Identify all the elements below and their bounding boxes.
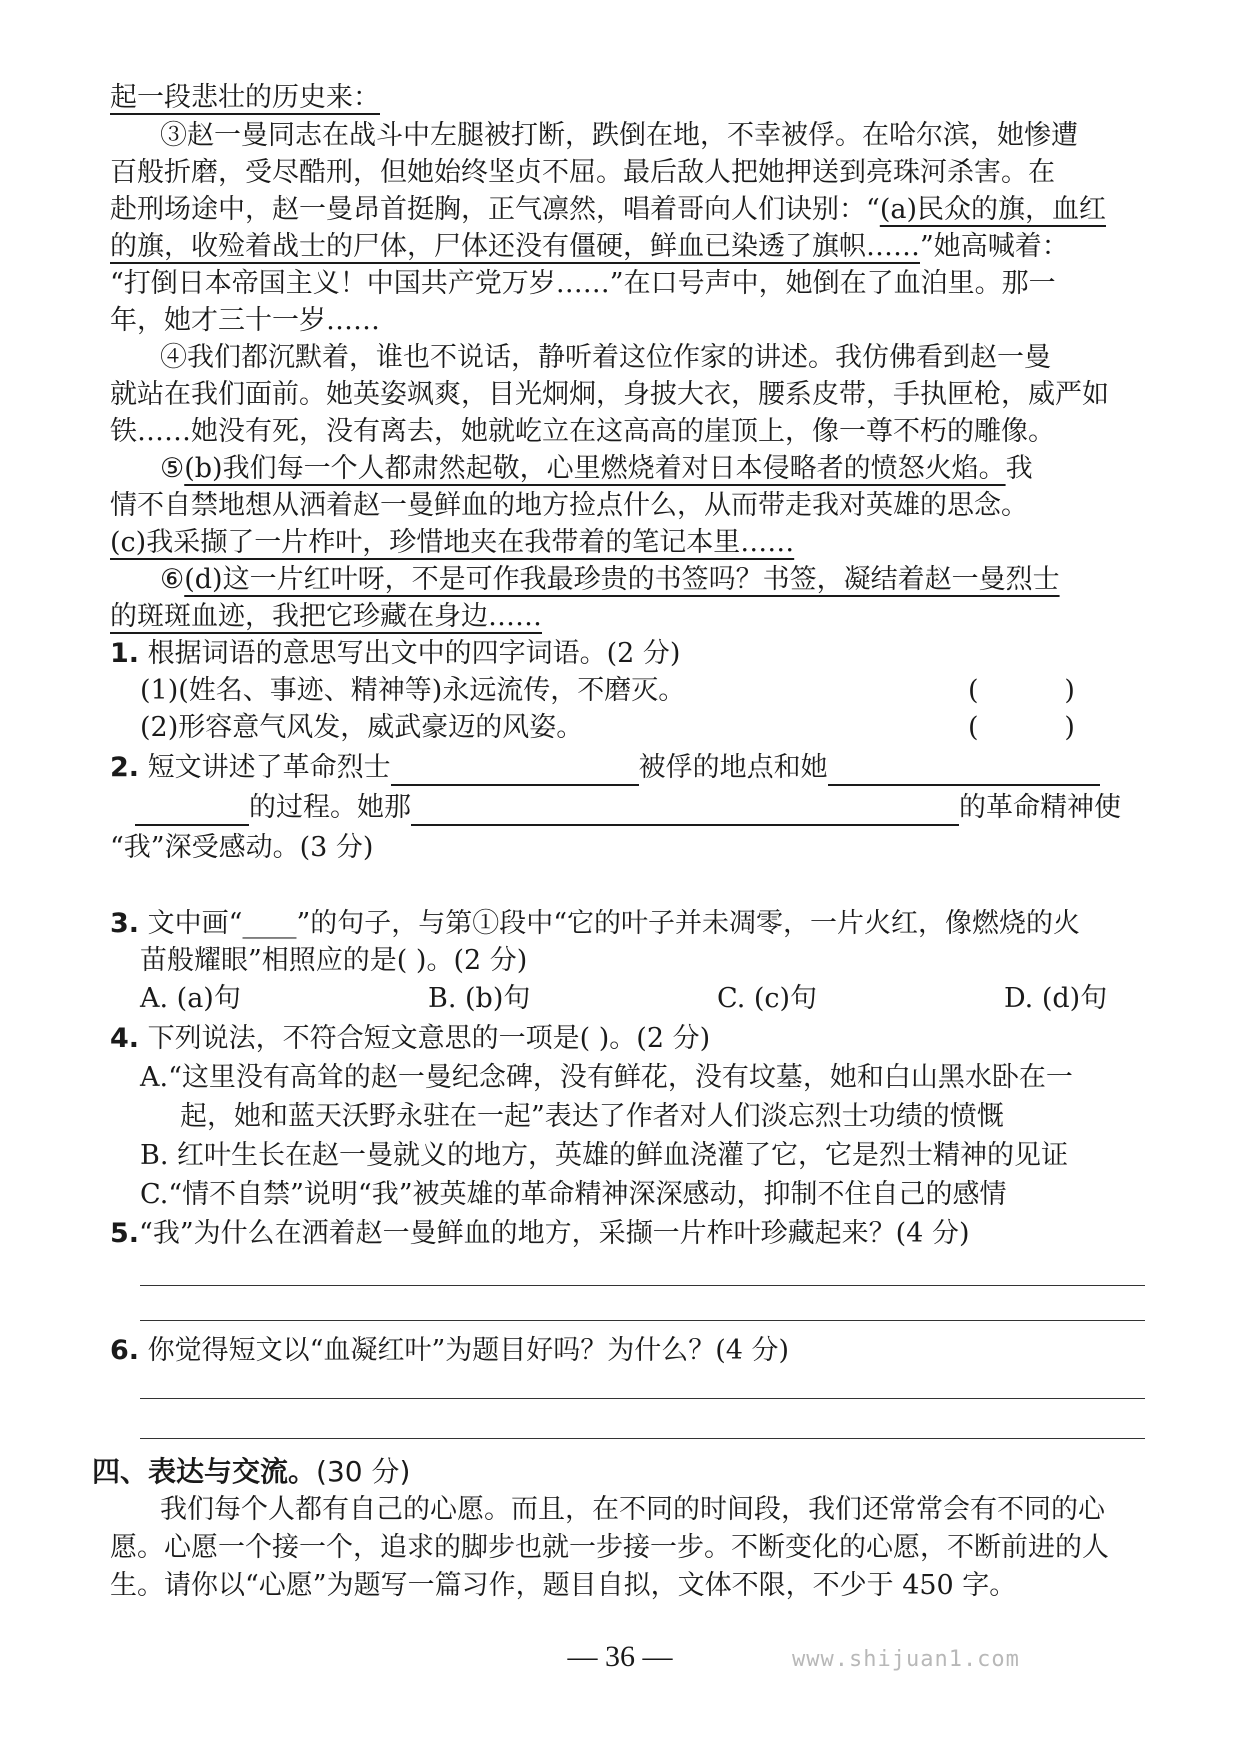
passage-line-0: 起一段悲壮的历史来：	[110, 82, 380, 113]
para3-line5: “打倒日本帝国主义！中国共产党万岁……”在口号声中，她倒在了血泊里。那一	[110, 268, 1056, 299]
page-number: — 36 —	[567, 1640, 673, 1673]
sentence-d-start: (d)这一片红叶呀，不是可作我最珍贵的书签吗？书签，凝结着赵一曼烈士	[184, 564, 1060, 595]
para6-line1: ⑥(d)这一片红叶呀，不是可作我最珍贵的书签吗？书签，凝结着赵一曼烈士	[160, 564, 1060, 595]
para3-line4: 的旗，收殓着战士的尸体，尸体还没有僵硬，鲜血已染透了旗帜……”她高喊着：	[110, 231, 1069, 262]
question-2-line3: “我”深受感动。(3 分)	[110, 832, 374, 863]
q5-answer-line-1[interactable]	[140, 1285, 1145, 1286]
sentence-a-start: (a)民众的旗，血红	[879, 194, 1106, 225]
para4-line3: 铁……她没有死，没有离去，她就屹立在这高高的崖顶上，像一尊不朽的雕像。	[110, 416, 1055, 447]
q2-blank-2[interactable]	[828, 758, 1100, 786]
question-1: 1. 根据词语的意思写出文中的四字词语。(2 分)	[110, 638, 681, 669]
q4-option-a-line1[interactable]: A.“这里没有高耸的赵一曼纪念碑，没有鲜花，没有坟墓，她和白山黑水卧在一	[140, 1062, 1073, 1093]
q4-option-a-line2: 起，她和蓝天沃野永驻在一起”表达了作者对人们淡忘烈士功绩的愤慨	[180, 1101, 1004, 1132]
para5-line2: 情不自禁地想从洒着赵一曼鲜血的地方捡点什么，从而带走我对英雄的思念。	[110, 490, 1028, 521]
section-4-line2: 愿。心愿一个接一个，追求的脚步也就一步接一步。不断变化的心愿，不断前进的人	[110, 1532, 1109, 1563]
para3-line1: ③赵一曼同志在战斗中左腿被打断，跌倒在地，不幸被俘。在哈尔滨，她惨遭	[160, 120, 1078, 151]
para3-line2: 百般折磨，受尽酷刑，但她始终坚贞不屈。最后敌人把她押送到亮珠河杀害。在	[110, 157, 1055, 188]
q4-option-c[interactable]: C.“情不自禁”说明“我”被英雄的革命精神深深感动，抑制不住自己的感情	[140, 1179, 1007, 1210]
question-1-item-1: (1)(姓名、事迹、精神等)永远流传，不磨灭。	[140, 675, 686, 706]
q3-option-c[interactable]: C. (c)句	[717, 983, 818, 1014]
para5-line1: ⑤(b)我们每一个人都肃然起敬，心里燃烧着对日本侵略者的愤怒火焰。我	[160, 453, 1033, 484]
q6-answer-line-1[interactable]	[140, 1398, 1145, 1399]
watermark: www.shijuan1.com	[792, 1647, 1020, 1672]
sentence-c: (c)我采撷了一片柞叶，珍惜地夹在我带着的笔记本里……	[110, 527, 795, 558]
q3-option-b[interactable]: B. (b)句	[428, 983, 531, 1014]
question-3-line1: 3. 文中画“____”的句子，与第①段中“它的叶子并未凋零，一片火红，像燃烧的火	[110, 908, 1081, 939]
para3-line3: 赴刑场途中，赵一曼昂首挺胸，正气凛然，唱着哥向人们诀别：“(a)民众的旗，血红	[110, 194, 1106, 225]
q5-answer-line-2[interactable]	[140, 1320, 1145, 1321]
q2-blank-1[interactable]	[391, 758, 639, 786]
question-4: 4. 下列说法，不符合短文意思的一项是( )。(2 分)	[110, 1023, 711, 1054]
question-2-line1: 2. 短文讲述了革命烈士 被俘的地点和她	[110, 750, 1100, 786]
q3-option-d[interactable]: D. (d)句	[1004, 983, 1108, 1014]
question-3-line2: 苗般耀眼”相照应的是( )。(2 分)	[140, 945, 528, 976]
para3-line6: 年，她才三十一岁……	[110, 305, 380, 336]
para4-line2: 就站在我们面前。她英姿飒爽，目光炯炯，身披大衣，腰系皮带，手执匣枪，威严如	[110, 379, 1109, 410]
question-1-item-2: (2)形容意气风发，威武豪迈的风姿。	[140, 712, 584, 743]
question-5: 5.“我”为什么在洒着赵一曼鲜血的地方，采撷一片柞叶珍藏起来？(4 分)	[110, 1218, 970, 1249]
para5-line3	[110, 525, 794, 561]
section-4-line1: 我们每个人都有自己的心愿。而且，在不同的时间段，我们还常常会有不同的心	[160, 1494, 1105, 1525]
q6-answer-line-2[interactable]	[140, 1438, 1145, 1439]
section-4-line3: 生。请你以“心愿”为题写一篇习作，题目自拟，文体不限，不少于 450 字。	[110, 1570, 1017, 1601]
para4-line1: ④我们都沉默着，谁也不说话，静听着这位作家的讲述。我仿佛看到赵一曼	[160, 342, 1051, 373]
sentence-b: (b)我们每一个人都肃然起敬，心里燃烧着对日本侵略者的愤怒火焰。	[184, 453, 1006, 484]
section-4-heading: 四、表达与交流。(30 分)	[92, 1455, 411, 1488]
q2-blank-4[interactable]	[411, 798, 959, 826]
q3-option-a[interactable]: A. (a)句	[140, 983, 241, 1014]
question-1-answer-2[interactable]: ( )	[968, 712, 1075, 743]
q4-option-b[interactable]: B. 红叶生长在赵一曼就义的地方，英雄的鲜血浇灌了它，它是烈士精神的见证	[140, 1140, 1069, 1171]
q2-blank-3[interactable]	[135, 798, 249, 826]
question-1-answer-1[interactable]: ( )	[968, 675, 1075, 706]
sentence-a-end: 的旗，收殓着战士的尸体，尸体还没有僵硬，鲜血已染透了旗帜……	[110, 231, 920, 262]
sentence-d-end: 的斑斑血迹，我把它珍藏在身边……	[110, 601, 542, 632]
question-2-line2: 的过程。她那 的革命精神使	[110, 790, 1121, 826]
para6-line2	[110, 599, 542, 635]
question-6: 6. 你觉得短文以“血凝红叶”为题目好吗？为什么？(4 分)	[110, 1335, 790, 1366]
